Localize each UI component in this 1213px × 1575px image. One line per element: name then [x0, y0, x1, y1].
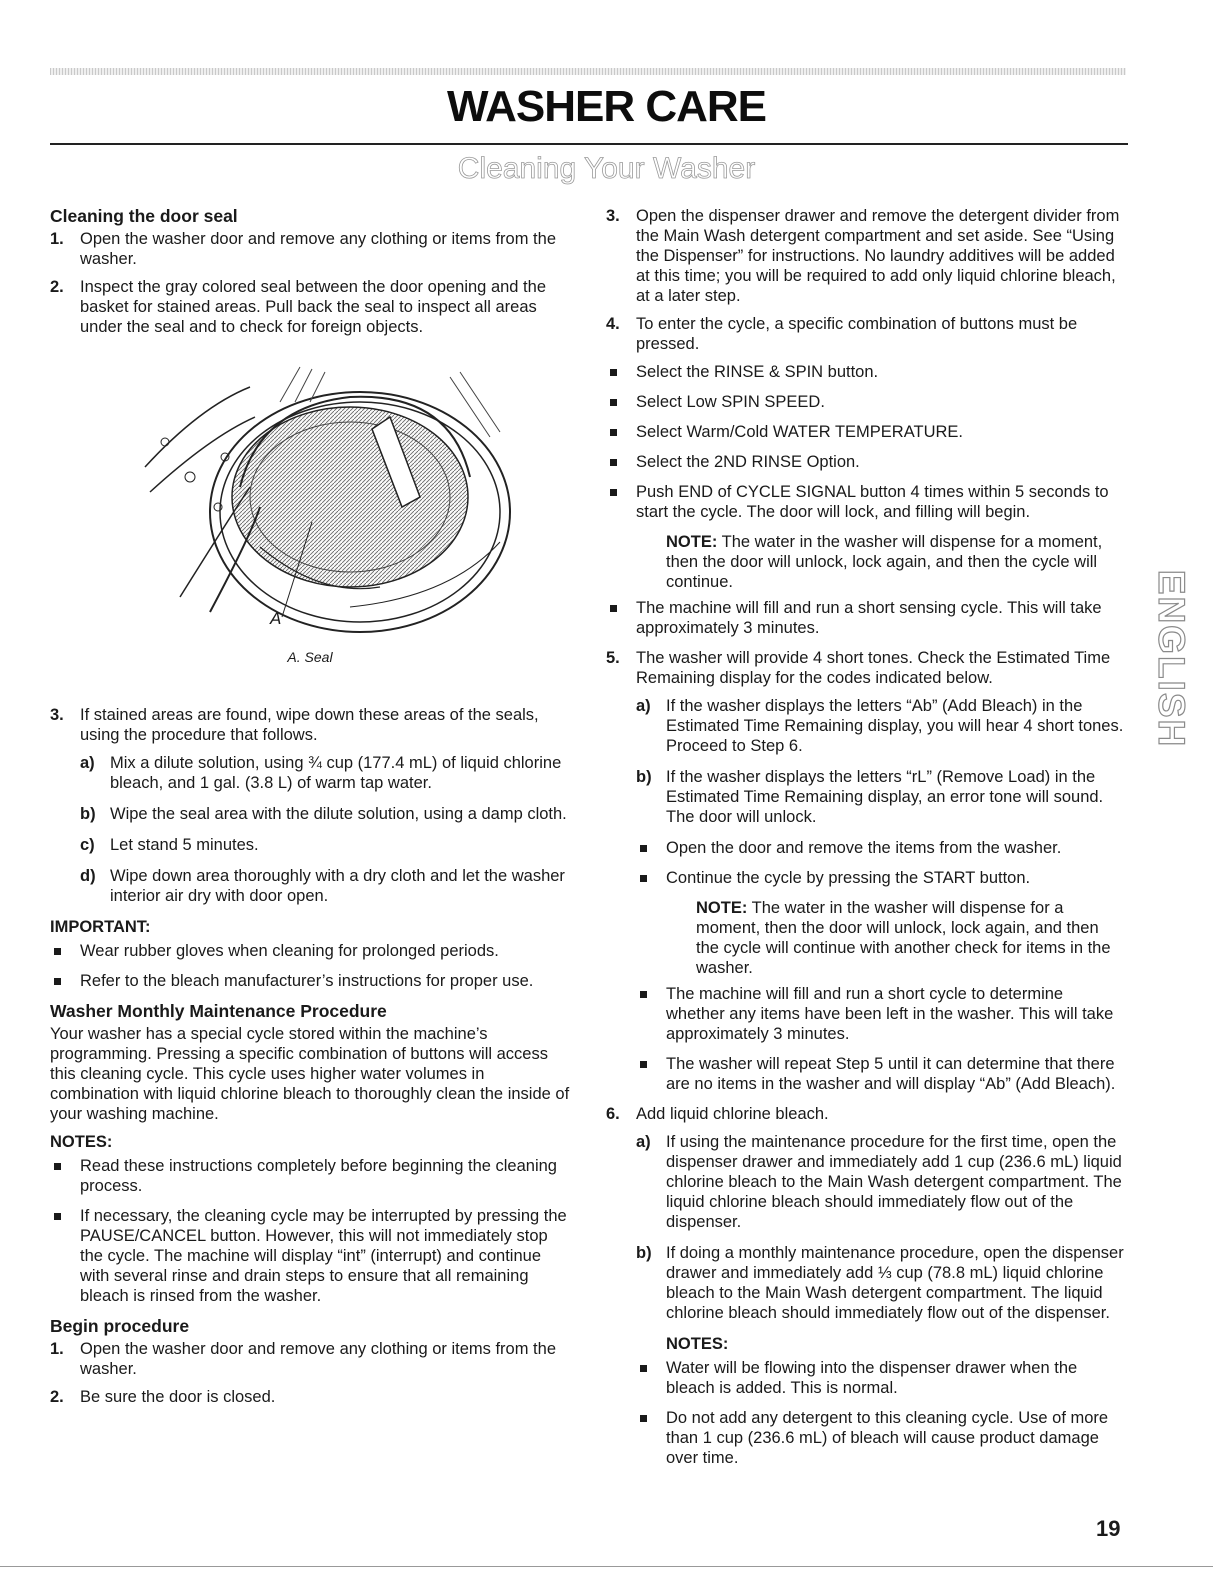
- step-number: 6.: [606, 1105, 620, 1123]
- door-seal-step-2: [50, 277, 570, 337]
- step-6-sub-a: [606, 1132, 1126, 1232]
- step-6-notes-heading: NOTES:: [666, 1335, 729, 1353]
- sub-letter: a): [636, 697, 651, 715]
- right-column: [606, 206, 1126, 1478]
- step-text: Open the dispenser drawer and remove the detergent divider from the Main Wash detergent compartment and set aside. See “Using the Dispenser” for instructions. No laundry additives will be added at this time; you will be required to add only liquid chlorine bleach, at a later step.: [636, 207, 1120, 305]
- begin-procedure-heading: Begin procedure: [50, 1316, 190, 1336]
- step-4-bullet: Select Low SPIN SPEED.: [606, 392, 1126, 412]
- step-number: 1.: [50, 1340, 64, 1358]
- begin-step-2: [50, 1387, 570, 1407]
- door-seal-heading: Cleaning the door seal: [50, 206, 238, 226]
- procedure-step-6: [606, 1104, 1126, 1124]
- step-number: 1.: [50, 230, 64, 248]
- important-heading: IMPORTANT:: [50, 918, 151, 936]
- left-column: [50, 206, 570, 1415]
- sub-text: If using the maintenance procedure for the first time, open the dispenser drawer and immediately add 1 cup (236.6 mL) liquid chlorine bleach to the Main Wash detergent compartment. The liquid chlorine bleach should immediately flow out of the dispenser.: [666, 1133, 1122, 1231]
- step-text: Inspect the gray colored seal between the door opening and the basket for stained areas. Pull back the seal to inspect all areas under the seal and to check for foreign objects.: [80, 278, 546, 336]
- step-text: If stained areas are found, wipe down these areas of the seals, using the procedure that follows.: [80, 706, 539, 744]
- sub-text: Let stand 5 minutes.: [110, 836, 259, 854]
- step-4-bullet: Select the RINSE & SPIN button.: [606, 362, 1126, 382]
- sub-letter: b): [80, 805, 96, 823]
- note-label: NOTE:: [666, 533, 718, 551]
- figure-caption: A. Seal: [287, 649, 333, 665]
- note-text: The water in the washer will dispense for a moment, then the door will unlock, lock again, and then the cycle will continue with another check for items in the washer.: [696, 899, 1111, 977]
- step-number: 5.: [606, 649, 620, 667]
- step-6-note-item: Do not add any detergent to this cleaning cycle. Use of more than 1 cup (236.6 mL) of bleach will cause product damage over time.: [606, 1408, 1126, 1468]
- sub-letter: a): [80, 754, 95, 772]
- page-number: 19: [1096, 1516, 1121, 1541]
- step-text: Add liquid chlorine bleach.: [636, 1105, 829, 1123]
- monthly-maintenance-heading: Washer Monthly Maintenance Procedure: [50, 1001, 387, 1021]
- step-4-bullet: The machine will fill and run a short sensing cycle. This will take approximately 3 minutes.: [606, 598, 1126, 638]
- step-4-bullet: Push END of CYCLE SIGNAL button 4 times within 5 seconds to start the cycle. The door will lock, and filling will begin.: [606, 482, 1126, 522]
- note-label: NOTE:: [696, 899, 748, 917]
- monthly-maintenance-text: Your washer has a special cycle stored within the machine’s programming. Pressing a specific combination of buttons will access this cleaning cycle. This cycle uses higher water volumes in combination with liquid chlorine bleach to thoroughly clean the inside of your washing machine.: [50, 1025, 570, 1123]
- sub-letter: b): [636, 1244, 652, 1262]
- step-text: To enter the cycle, a specific combination of buttons must be pressed.: [636, 315, 1078, 353]
- step-5b-bullet: The washer will repeat Step 5 until it can determine that there are no items in the washer and will display “Ab” (Add Bleach).: [606, 1054, 1126, 1094]
- step-3-sub-b: [50, 804, 570, 824]
- sub-text: Wipe down area thoroughly with a dry cloth and let the washer interior air dry with door open.: [110, 867, 565, 905]
- step-text: Open the washer door and remove any clothing or items from the washer.: [80, 230, 556, 268]
- step-text: The washer will provide 4 short tones. Check the Estimated Time Remaining display for the codes indicated below.: [636, 649, 1111, 687]
- door-seal-step-3: [50, 705, 570, 745]
- sub-text: If doing a monthly maintenance procedure, open the dispenser drawer and immediately add ⅓ cup (78.8 mL) liquid chlorine bleach to the Main Wash detergent compartment. The liquid chlorine bleach should immediately flow out of the dispenser.: [666, 1244, 1124, 1322]
- sub-letter: d): [80, 867, 96, 885]
- sub-letter: c): [80, 836, 95, 854]
- door-seal-step-1: [50, 229, 570, 269]
- sub-text: If the washer displays the letters “Ab” (Add Bleach) in the Estimated Time Remaining display, you will hear 4 short tones. Proceed to Step 6.: [666, 697, 1124, 755]
- step-number: 3.: [50, 706, 64, 724]
- sub-letter: b): [636, 768, 652, 786]
- step-5b-bullet: Open the door and remove the items from the washer.: [606, 838, 1126, 858]
- step-number: 2.: [50, 1388, 64, 1406]
- step-3-sub-a: [50, 753, 570, 793]
- step-number: 2.: [50, 278, 64, 296]
- notes-heading: NOTES:: [50, 1133, 113, 1151]
- sub-letter: a): [636, 1133, 651, 1151]
- step-5-sub-b: [606, 767, 1126, 827]
- note-text: The water in the washer will dispense for a moment, then the door will unlock, lock again, and then the cycle will continue.: [666, 533, 1103, 591]
- step-5-sub-a: [606, 696, 1126, 756]
- note-item: Read these instructions completely before beginning the cleaning process.: [50, 1156, 570, 1196]
- step-4-note: [606, 532, 1126, 592]
- step-text: Be sure the door is closed.: [80, 1388, 276, 1406]
- step-3-sub-c: [50, 835, 570, 855]
- step-number: 4.: [606, 315, 620, 333]
- step-4-bullet: Select the 2ND RINSE Option.: [606, 452, 1126, 472]
- title-divider: [50, 143, 1128, 145]
- sub-text: If the washer displays the letters “rL” (Remove Load) in the Estimated Time Remaining display, an error tone will sound. The door will unlock.: [666, 768, 1104, 826]
- step-5b-note: [606, 898, 1126, 978]
- step-text: Open the washer door and remove any clothing or items from the washer.: [80, 1340, 556, 1378]
- section-title: Cleaning Your Washer: [457, 152, 756, 185]
- figure-label-a: A: [270, 609, 282, 628]
- procedure-step-3: [606, 206, 1126, 306]
- language-tab-label: ENGLISH: [1151, 569, 1192, 749]
- important-item: Wear rubber gloves when cleaning for prolonged periods.: [50, 941, 570, 961]
- step-5b-bullet: The machine will fill and run a short cycle to determine whether any items have been left in the washer. This will take approximately 3 minutes.: [606, 984, 1126, 1044]
- language-side-tab: [1151, 560, 1192, 758]
- sub-text: Wipe the seal area with the dilute solution, using a damp cloth.: [110, 805, 567, 823]
- bottom-divider: [0, 1566, 1213, 1567]
- page-title: WASHER CARE: [446, 82, 767, 131]
- step-3-sub-d: [50, 866, 570, 906]
- begin-step-1: [50, 1339, 570, 1379]
- header-decorative-band: [50, 68, 1126, 75]
- procedure-step-4: [606, 314, 1126, 354]
- washer-door-seal-drawing: [50, 347, 570, 647]
- note-item: If necessary, the cleaning cycle may be interrupted by pressing the PAUSE/CANCEL button. However, this will not immediately stop the cycle. The machine will display “int” (interrupt) and continue with several rinse and drain steps to ensure that all remaining bleach is rinsed from the washer.: [50, 1206, 570, 1306]
- step-number: 3.: [606, 207, 620, 225]
- important-item: Refer to the bleach manufacturer’s instructions for proper use.: [50, 971, 570, 991]
- door-seal-illustration: [50, 347, 570, 697]
- step-6-note-item: Water will be flowing into the dispenser drawer when the bleach is added. This is normal.: [606, 1358, 1126, 1398]
- step-6-sub-b: [606, 1243, 1126, 1323]
- sub-text: Mix a dilute solution, using ¾ cup (177.4 mL) of liquid chlorine bleach, and 1 gal. (3.8 L) of warm tap water.: [110, 754, 562, 792]
- step-5b-bullet: Continue the cycle by pressing the START button.: [606, 868, 1126, 888]
- step-4-bullet: Select Warm/Cold WATER TEMPERATURE.: [606, 422, 1126, 442]
- procedure-step-5: [606, 648, 1126, 688]
